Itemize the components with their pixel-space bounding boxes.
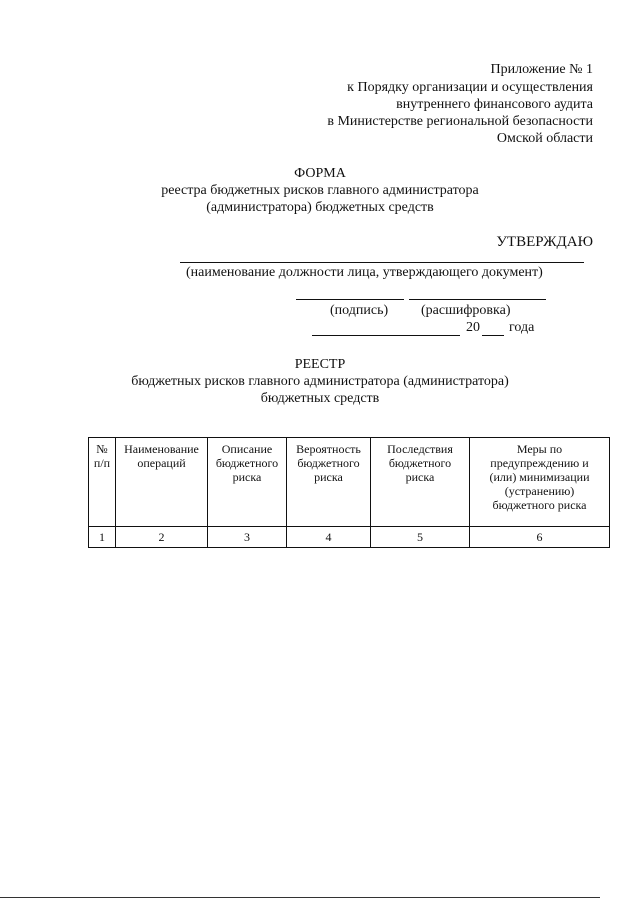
header-operations: Наименование операций: [116, 438, 208, 527]
header-risk-description: Описание бюджетного риска: [208, 438, 287, 527]
decoding-line: [409, 299, 546, 300]
decoding-caption: (расшифровка): [421, 303, 511, 318]
appendix-number: Приложение № 1: [490, 62, 593, 77]
form-title: ФОРМА: [294, 166, 346, 181]
year-suffix: года: [509, 320, 535, 335]
header-risk-measures: Меры по предупреждению и (или) минимизации (устранению) бюджетного риска: [470, 438, 610, 527]
table-row: [89, 527, 610, 548]
appendix-line-5: Омской области: [496, 131, 593, 146]
header-number: № п/п: [89, 438, 116, 527]
signature-caption: (подпись): [330, 303, 389, 318]
registry-title: РЕЕСТР: [294, 357, 346, 372]
column-number-3: 3: [208, 527, 287, 548]
bottom-rule: [0, 897, 600, 898]
appendix-line-2: к Порядку организации и осуществления: [347, 80, 593, 95]
year-prefix: 20: [466, 320, 480, 335]
column-number-6: 6: [470, 527, 610, 548]
column-number-1: 1: [89, 527, 116, 548]
appendix-line-4: в Министерстве региональной безопасности: [327, 114, 593, 129]
column-number-5: 5: [371, 527, 470, 548]
column-number-2: 2: [116, 527, 208, 548]
header-risk-consequences: Последствия бюджетного риска: [371, 438, 470, 527]
approve-label: УТВЕРЖДАЮ: [496, 234, 593, 250]
table-header-row: [89, 438, 610, 527]
registry-table: [88, 437, 610, 548]
position-caption: (наименование должности лица, утверждающего документ): [186, 265, 543, 280]
date-line: [312, 335, 460, 336]
registry-subtitle-1: бюджетных рисков главного администратора (администратора): [131, 374, 509, 389]
position-line: [180, 262, 584, 263]
signature-line: [296, 299, 404, 300]
registry-subtitle-2: бюджетных средств: [260, 391, 380, 406]
appendix-line-3: внутреннего финансового аудита: [396, 97, 593, 112]
year-line: [482, 335, 504, 336]
header-risk-probability: Вероятность бюджетного риска: [287, 438, 371, 527]
column-number-4: 4: [287, 527, 371, 548]
form-subtitle-1: реестра бюджетных рисков главного администратора: [161, 183, 479, 198]
form-subtitle-2: (администратора) бюджетных средств: [206, 200, 434, 215]
